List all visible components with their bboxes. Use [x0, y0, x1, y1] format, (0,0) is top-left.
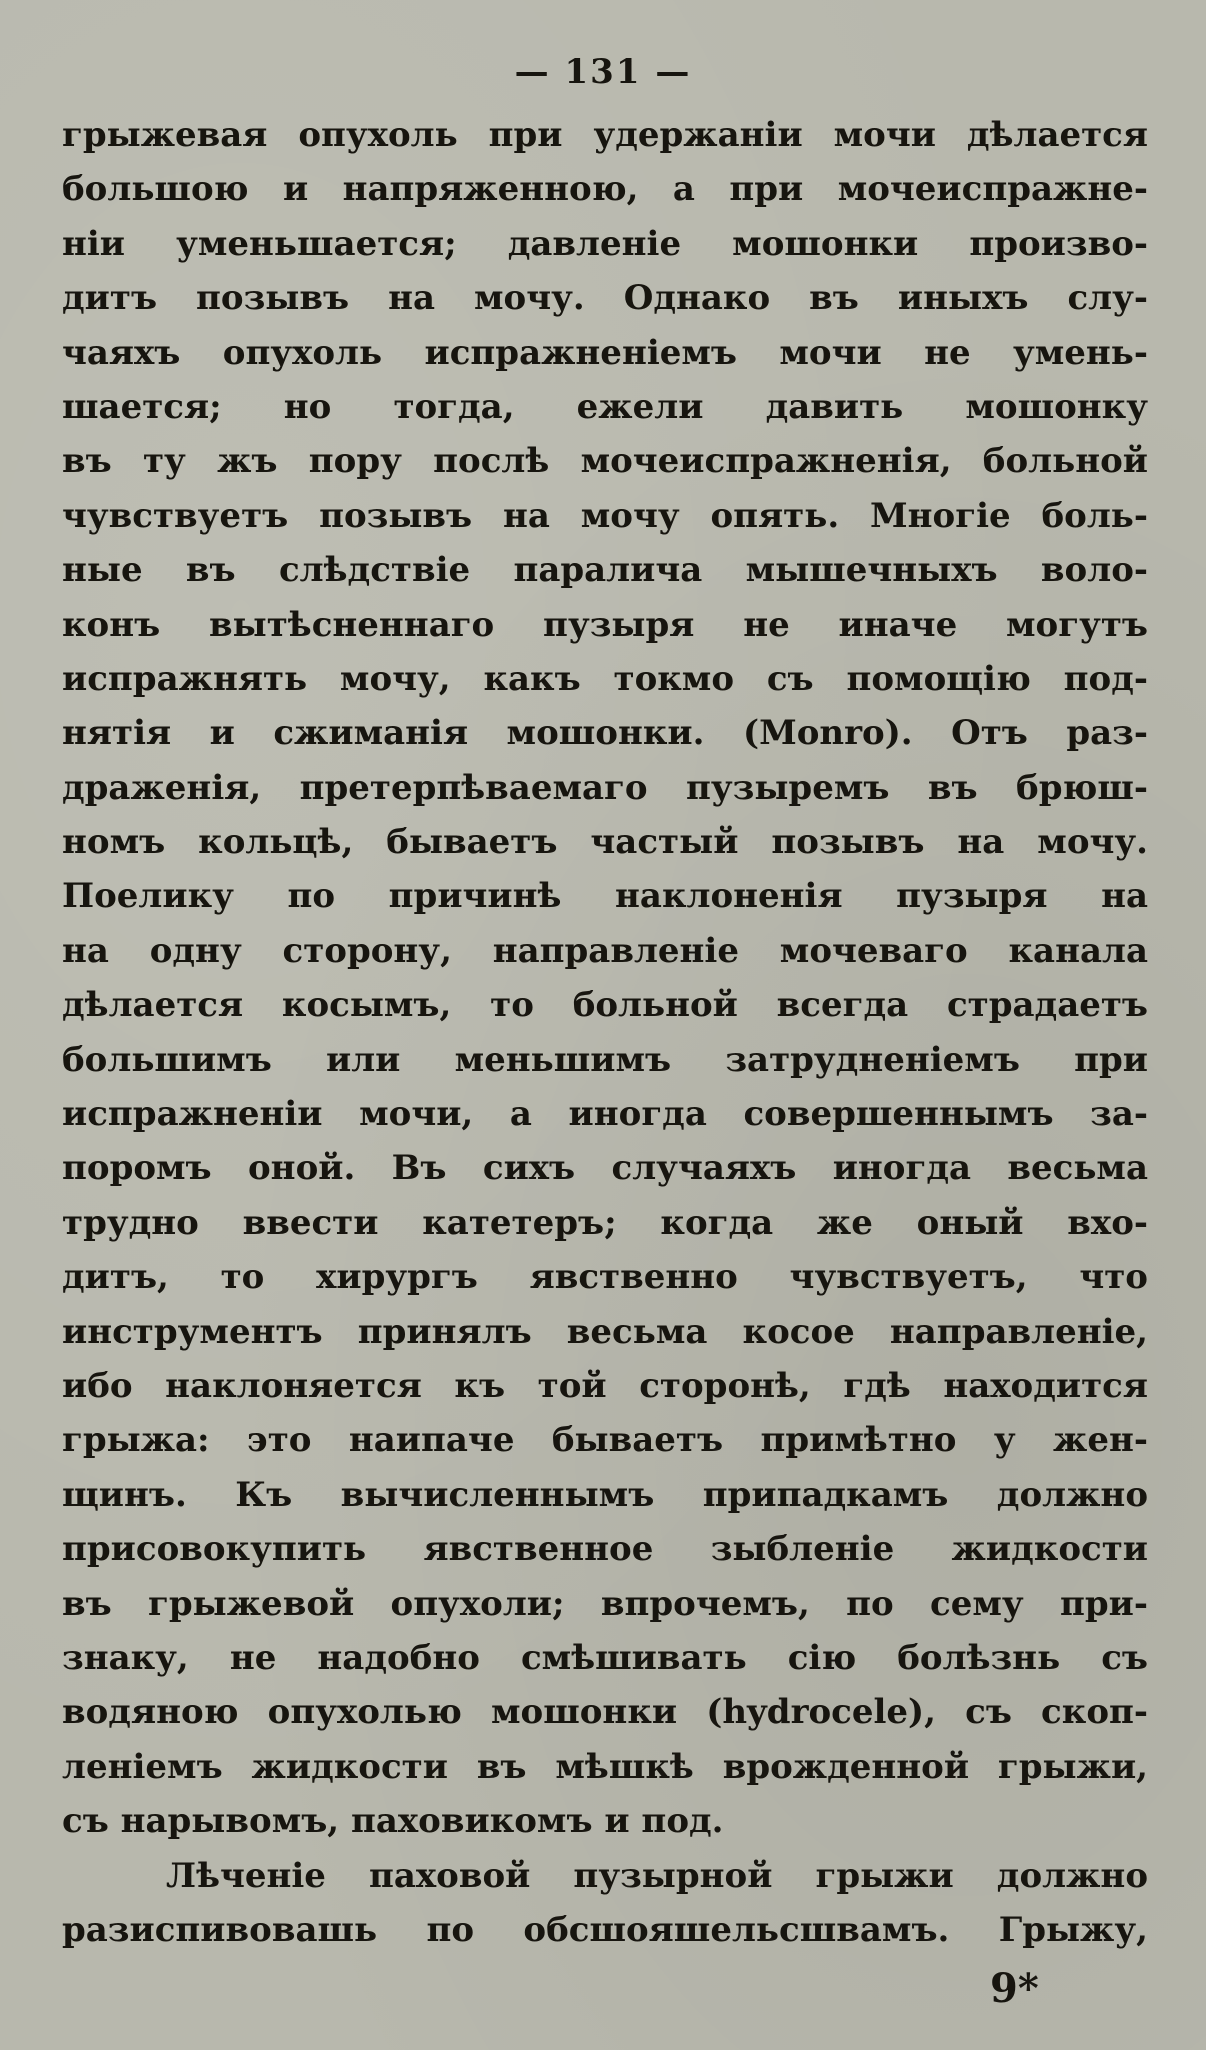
text-line: щинъ. Къ вычисленнымъ припадкамъ должно	[62, 1474, 1148, 1515]
text-line: большою и напряженною, а при мочеиспражне-	[62, 169, 1148, 210]
text-line: грыжа: это наипаче бываетъ примѣтно у жен-	[62, 1420, 1148, 1461]
text-line: Поелику по причинѣ наклоненія пузыря на	[62, 876, 1148, 917]
text-line: дитъ позывъ на мочу. Однако въ иныхъ слу-	[62, 278, 1148, 319]
text-line: на одну сторону, направленіе мочеваго канала	[62, 930, 1148, 971]
text-line: испражнять мочу, какъ токмо съ помощію под-	[62, 658, 1148, 699]
text-line: дѣлается косымъ, то больной всегда страдаетъ	[62, 985, 1148, 1026]
text-line: присовокупить явственное зыбленіе жидкости	[62, 1529, 1148, 1570]
text-line: шается; но тогда, ежели давить мошонку	[62, 386, 1148, 427]
text-line: леніемъ жидкости въ мѣшкѣ врожденной грыжи,	[62, 1746, 1148, 1787]
text-line: большимъ или меньшимъ затрудненіемъ при	[62, 1039, 1148, 1080]
text-line: чаяхъ опухоль испражненіемъ мочи не умень-	[62, 332, 1148, 373]
text-line: испражненіи мочи, а иногда совершеннымъ за-	[62, 1094, 1148, 1135]
text-line: водяною опухолью мошонки (hydrocele), съ скоп-	[62, 1692, 1148, 1733]
text-line: нятія и сжиманія мошонки. (Monro). Отъ раз-	[62, 713, 1148, 754]
signature-mark: 9*	[990, 1965, 1039, 2012]
text-line: знаку, не надобно смѣшивать сію болѣзнь съ	[62, 1637, 1148, 1678]
text-line: въ грыжевой опухоли; впрочемъ, по сему при-	[62, 1583, 1148, 1624]
text-line: драженія, претерпѣваемаго пузыремъ въ брюш-	[62, 767, 1148, 808]
paragraph-last-line: съ нарывомъ, паховикомъ и под.	[62, 1801, 724, 1842]
page-number-header: — 131 —	[514, 52, 692, 92]
text-line: номъ кольцѣ, бываетъ частый позывъ на мочу.	[62, 822, 1148, 863]
text-line: ніи уменьшается; давленіе мошонки произво-	[62, 223, 1148, 264]
text-line: поромъ оной. Въ сихъ случаяхъ иногда весьма	[62, 1148, 1148, 1189]
text-line: разиспивовашь по обсшояшельсшвамъ. Грыжу,	[62, 1909, 1148, 1950]
text-line: ибо наклоняется къ той сторонѣ, гдѣ находится	[62, 1365, 1148, 1406]
text-line: инструментъ принялъ весьма косое направленіе,	[62, 1311, 1148, 1352]
text-line: трудно ввести катетеръ; когда же оный вхо-	[62, 1202, 1148, 1243]
page-body-text	[62, 108, 1148, 1957]
text-line: грыжевая опухоль при удержаніи мочи дѣлается	[62, 115, 1148, 155]
paragraph-first-line: Лѣченіе паховой пузырной грыжи должно	[166, 1855, 1148, 1896]
text-line: дитъ, то хирургъ явственно чувствуетъ, что	[62, 1257, 1148, 1298]
text-line: конъ вытѣсненнаго пузыря не иначе могутъ	[62, 604, 1148, 645]
text-line: ные въ слѣдствіе паралича мышечныхъ воло-	[62, 550, 1148, 591]
text-line: чувствуетъ позывъ на мочу опять. Многіе боль-	[62, 495, 1148, 536]
text-line: въ ту жъ пору послѣ мочеиспражненія, больной	[62, 441, 1148, 482]
